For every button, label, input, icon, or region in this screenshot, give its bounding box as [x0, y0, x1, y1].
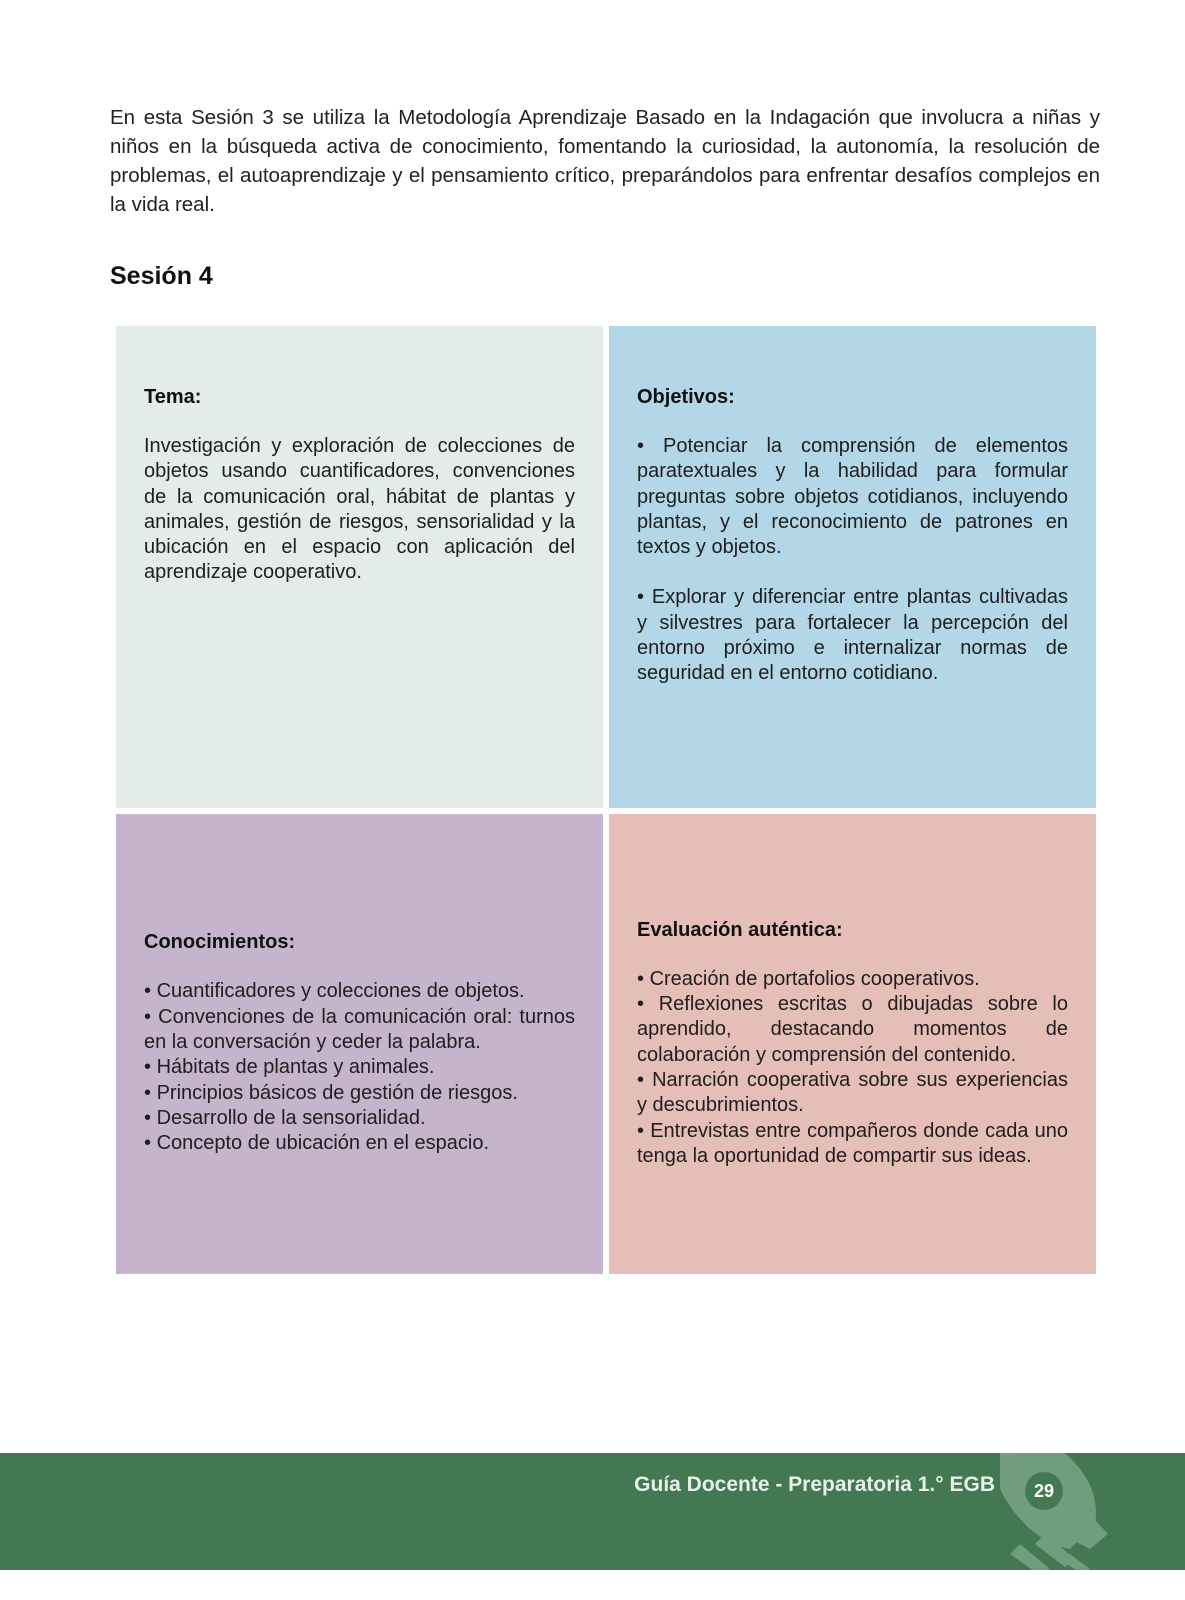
- list-item: • Principios básicos de gestión de riesgos.: [144, 1081, 575, 1106]
- intro-paragraph: En esta Sesión 3 se utiliza la Metodología Aprendizaje Basado en la Indagación que involucra a niñas y niños en la búsqueda activa de conocimiento, fomentando la curiosidad, la autonomía, la resolución de problemas, el autoaprendizaje y el pensamiento crítico, preparándolos para enfrentar desafíos complejos en la vida real.: [110, 106, 1100, 216]
- list-item: • Hábitats de plantas y animales.: [144, 1055, 575, 1080]
- list-item: • Concepto de ubicación en el espacio.: [144, 1131, 575, 1156]
- list-item: • Reflexiones escritas o dibujadas sobre lo aprendido, destacando momentos de colaboración y comprensión del contenido.: [637, 992, 1068, 1068]
- page-footer: [0, 1453, 1185, 1570]
- list-item: • Convenciones de la comunicación oral: turnos en la conversación y ceder la palabra.: [144, 1005, 575, 1056]
- tema-text: Investigación y exploración de colecciones de objetos usando cuantificadores, convenciones de la comunicación oral, hábitat de plantas y animales, gestión de riesgos, sensorialidad y la ubicación en el espacio con aplicación del aprendizaje cooperativo.: [144, 435, 575, 584]
- objetivo-item: • Explorar y diferenciar entre plantas cultivadas y silvestres para fortalecer la percepción del entorno próximo e internalizar normas de seguridad en el entorno cotidiano.: [637, 586, 1068, 685]
- tema-box: [116, 326, 603, 808]
- objetivos-box: [609, 326, 1096, 808]
- conocimientos-list: [144, 979, 575, 1156]
- session-title: Sesión 4: [110, 262, 213, 290]
- list-item: • Entrevistas entre compañeros donde cada uno tenga la oportunidad de compartir sus ideas.: [637, 1119, 1068, 1170]
- list-item: • Desarrollo de la sensorialidad.: [144, 1106, 575, 1131]
- evaluacion-heading: Evaluación auténtica:: [637, 918, 843, 941]
- evaluacion-box: [609, 814, 1096, 1274]
- rocket-icon: [990, 1453, 1140, 1570]
- session-grid: [116, 326, 1096, 1274]
- evaluacion-list: [637, 967, 1068, 1169]
- conocimientos-box: [116, 814, 603, 1274]
- objetivos-heading: Objetivos:: [637, 386, 735, 408]
- list-item: • Creación de portafolios cooperativos.: [637, 967, 1068, 992]
- footer-label: Guía Docente - Preparatoria 1.° EGB: [634, 1473, 995, 1496]
- tema-heading: Tema:: [144, 386, 202, 408]
- conocimientos-heading: Conocimientos:: [144, 931, 296, 954]
- page-number: 29: [1025, 1472, 1063, 1510]
- objetivo-item: • Potenciar la comprensión de elementos paratextuales y la habilidad para formular preguntas sobre objetos cotidianos, incluyendo plantas, y el reconocimiento de patrones en textos y objetos.: [637, 435, 1068, 559]
- list-item: • Cuantificadores y colecciones de objetos.: [144, 979, 575, 1004]
- list-item: • Narración cooperativa sobre sus experiencias y descubrimientos.: [637, 1068, 1068, 1119]
